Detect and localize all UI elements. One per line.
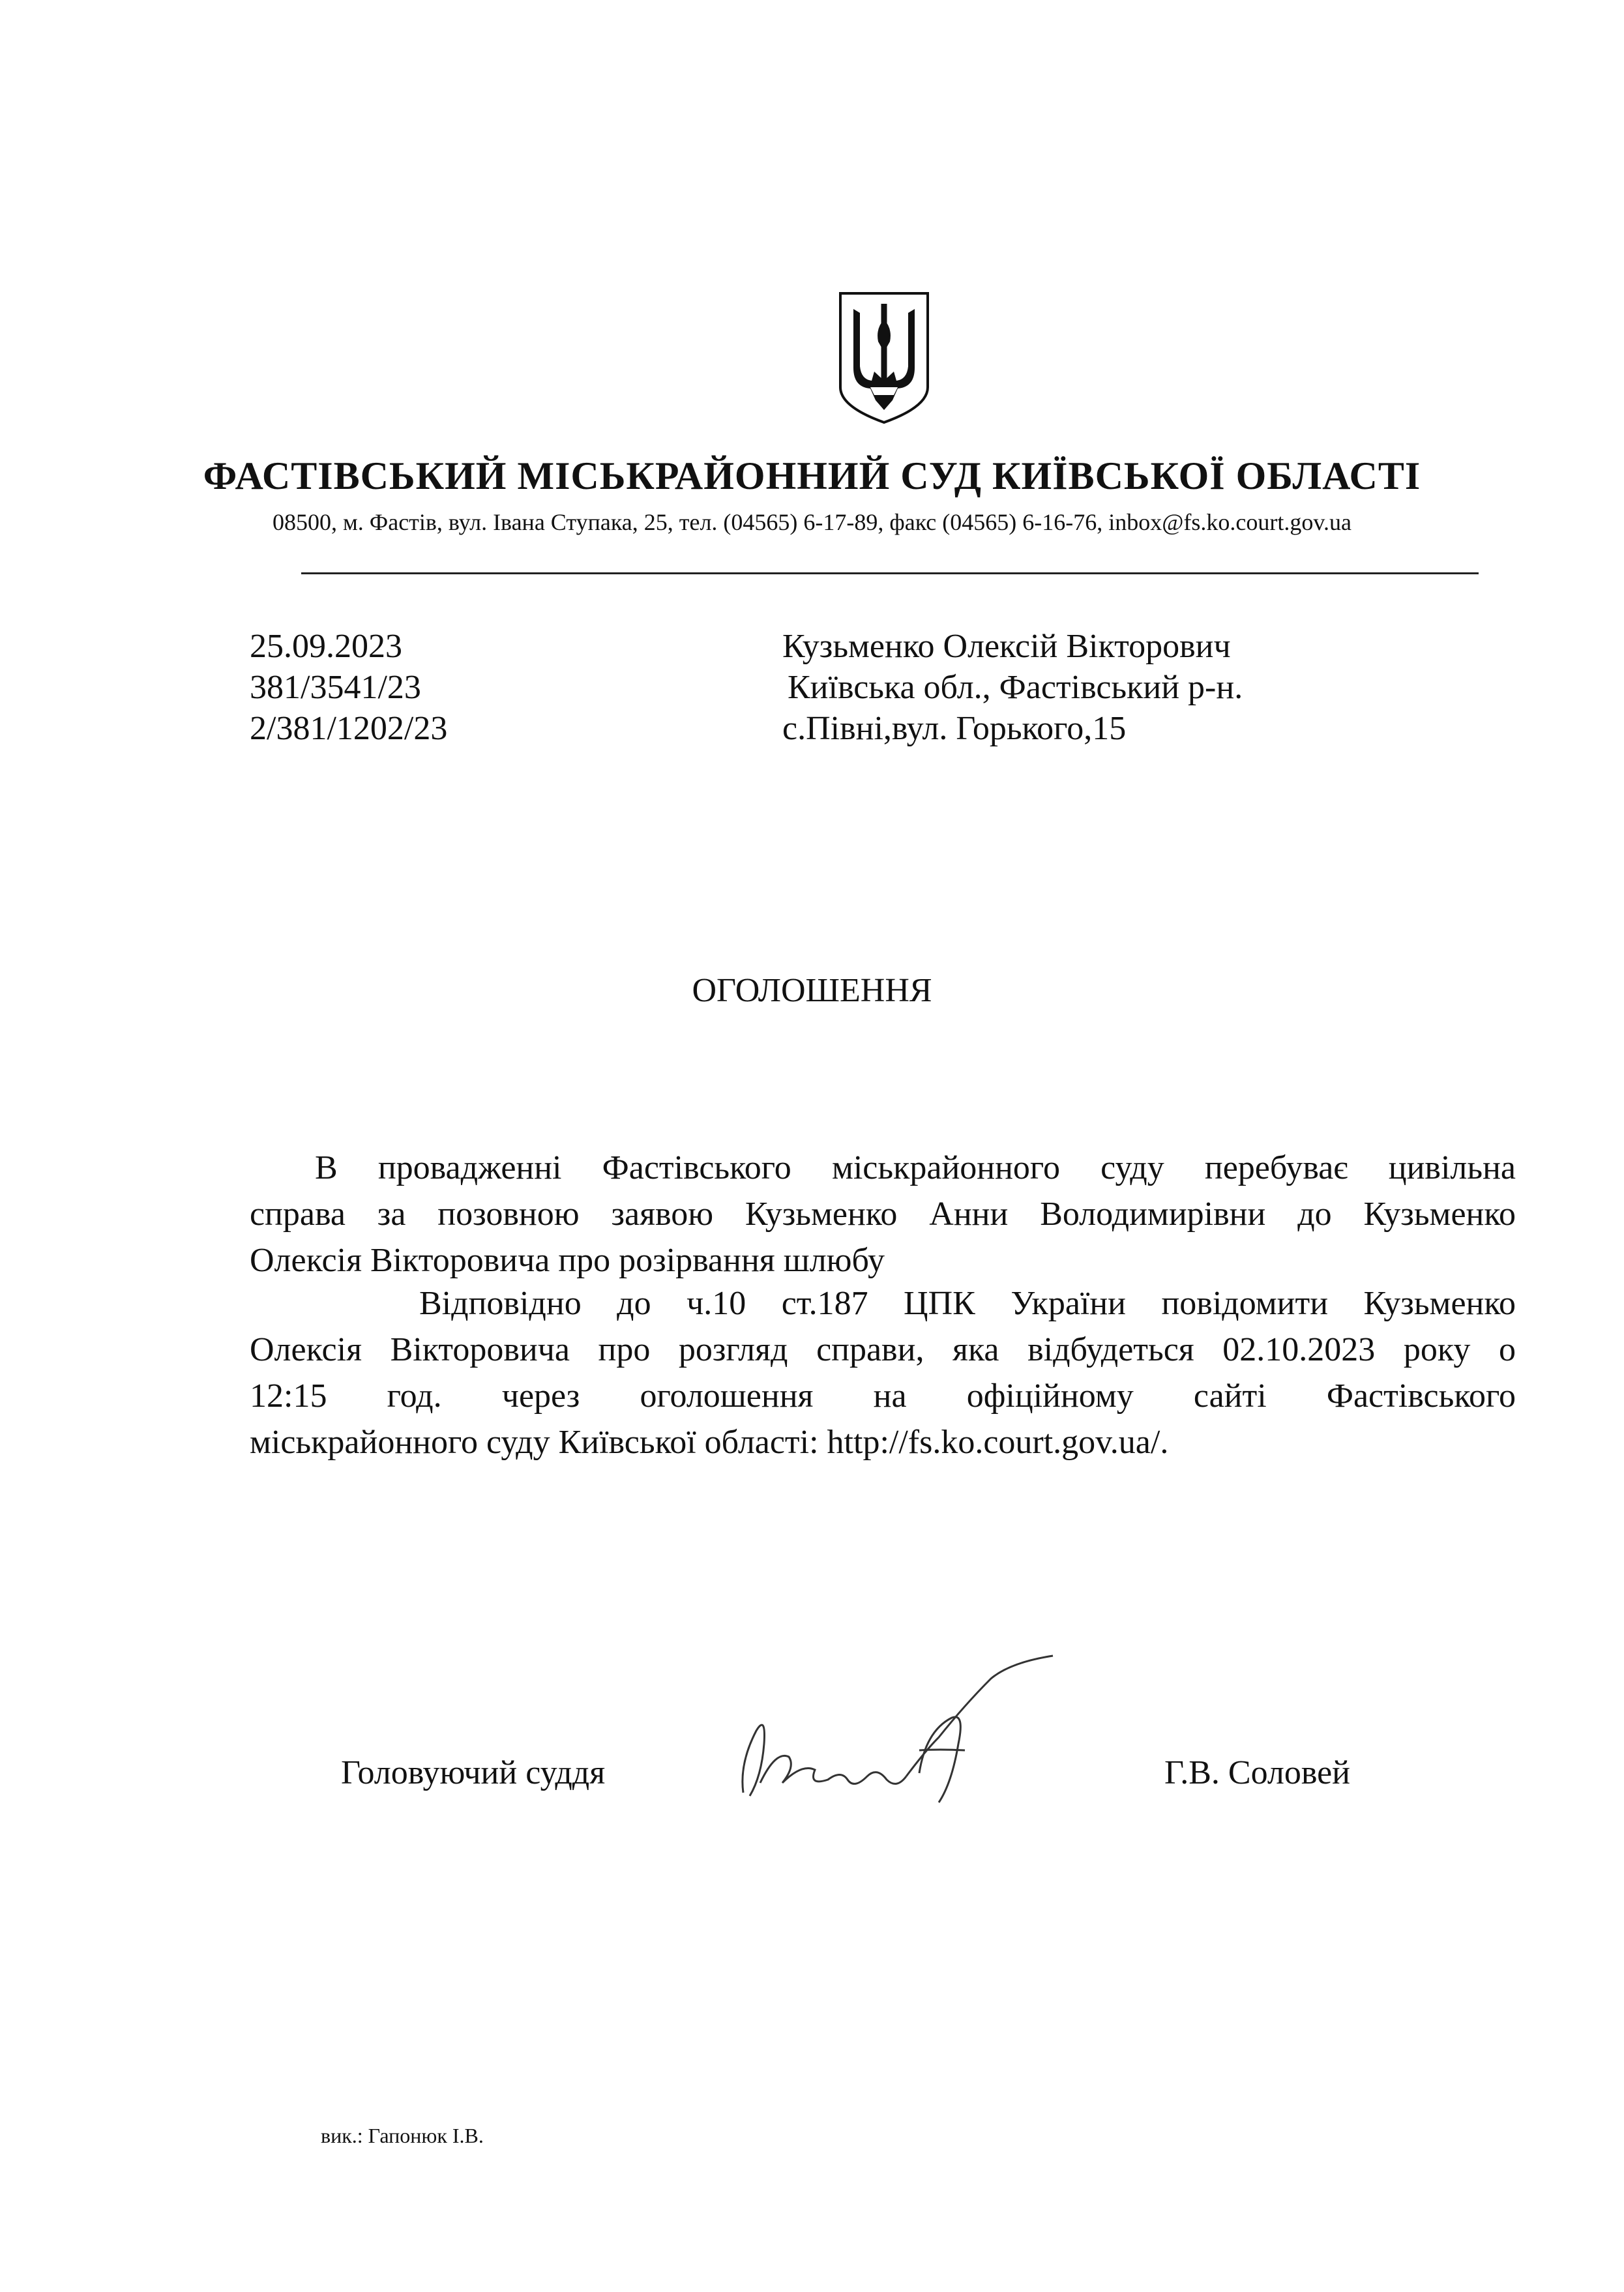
signer-position: Головуючий суддя [341,1754,606,1791]
proceeding-number: 2/381/1202/23 [250,710,448,747]
executor-note: вик.: Гапонюк І.В. [321,2124,484,2147]
paragraph-line: Олексія Вікторовича про розгляд справи, яка відбудеться 02.10.2023 року о [250,1331,1516,1368]
trident-coat-of-arms-icon [836,289,932,426]
paragraph-line: справа за позовною заявою Кузьменко Анни Володимирівни до Кузьменко [250,1196,1516,1233]
paragraph-line: 12:15 год. через оголошення на офіційному сайті Фастівського [250,1377,1516,1415]
document-date: 25.09.2023 [250,628,402,665]
paragraph-line: Відповідно до ч.10 ст.187 ЦПК України повідомити Кузьменко [419,1285,1516,1322]
announcement-paragraph [250,1145,1516,1284]
header-divider [301,572,1479,574]
court-name: ФАСТІВСЬКИЙ МІСЬКРАЙОННИЙ СУД КИЇВСЬКОЇ ОБЛАСТІ [203,454,1421,497]
case-number: 381/3541/23 [250,669,421,706]
paragraph-line: В провадженні Фастівського міськрайонного суду перебуває цивільна [315,1149,1516,1186]
recipient-address-line: с.Півні,вул. Горького,15 [782,710,1127,747]
handwritten-signature [730,1653,1069,1815]
signer-name: Г.В. Соловей [1164,1754,1350,1791]
recipient-name: Кузьменко Олексій Вікторович [782,628,1231,665]
recipient-address-line: Київська обл., Фастівський р-н. [788,669,1243,706]
paragraph-line: міськрайонного суду Київської області: http://fs.ko.court.gov.ua/. [250,1424,1169,1461]
announcement-paragraph [250,1280,1516,1465]
document-heading: ОГОЛОШЕННЯ [692,972,932,1009]
court-address: 08500, м. Фастів, вул. Івана Ступака, 25, тел. (04565) 6-17-89, факс (04565) 6-16-76, inbox@fs.ko.court.gov.ua [273,509,1351,535]
paragraph-line: Олексія Вікторовича про розірвання шлюбу [250,1242,885,1279]
